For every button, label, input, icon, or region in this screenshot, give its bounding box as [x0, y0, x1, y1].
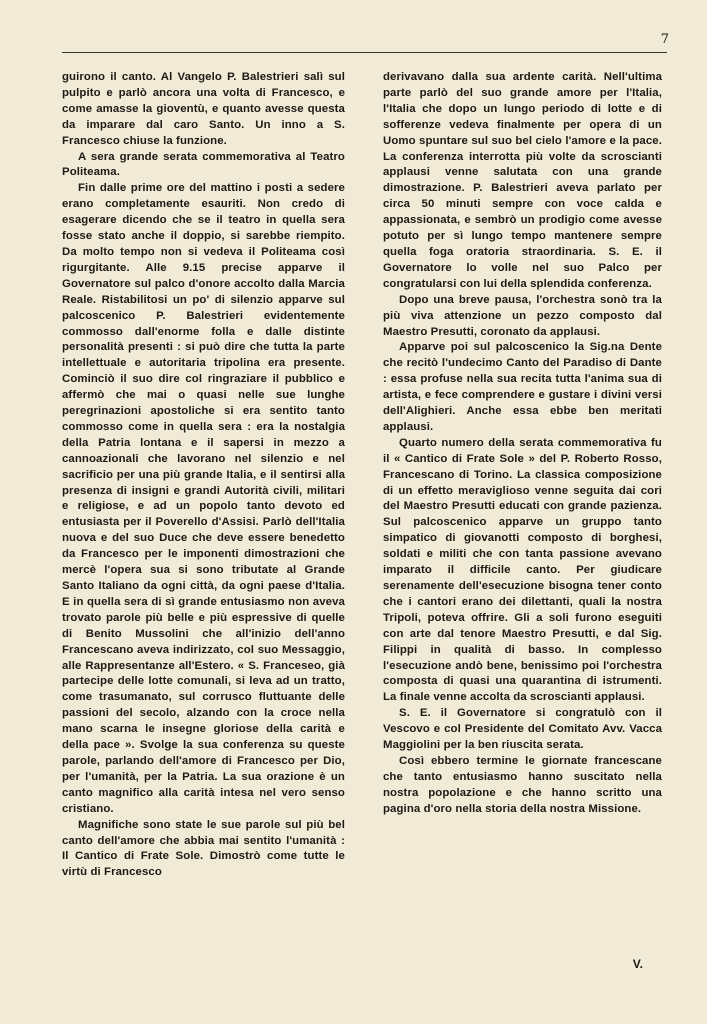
header-rule: [62, 52, 667, 53]
page-number: 7: [660, 32, 669, 47]
paragraph: guirono il canto. Al Vangelo P. Balestrieri salì sul pulpito e parlò ancora una volta di Francesco, e come amasse la gioventù, e quanto avesse questa da imparare dal caro Santo. Un inno a S. Francesco chiuse la funzione.: [62, 71, 345, 147]
paragraph: Magnifiche sono state le sue parole sul più bel canto dell'amore che abbia mai sentito l'umanità : Il Cantico di Frate Sole. Dimostrò come tutte le virtù di Francesco: [62, 818, 345, 879]
paragraph: Quarto numero della serata commemorativa fu il « Cantico di Frate Sole » del P. Roberto Rosso, Francescano di Torino. La classica composizione di un effetto meraviglioso venne seguita dai cori del Maestro Presutti educati con grande pazienza. Sul palcoscenico apparve un gruppo tanto simpatico di giovanotti composto di borghesi, soldati e militi che con tanta passione avevano imparato il difficile canto. Per giudicare serenamente dell'esecuzione bisogna tener conto che i cantori erano dei dilettanti, quali la nostra Tripoli, poteva offrire. Gli a soli furono eseguiti con arte dal tenore Maestro Presutti, e dal Sig. Filippi in qualità di basso. In complesso l'esecuzione andò bene, benissimo poi l'orchestra composta di quasi una quarantina di istrumenti. La finale venne accolta da scroscianti applausi.: [383, 436, 662, 704]
paragraph: derivavano dalla sua ardente carità. Nell'ultima parte parlò del suo grande amore per l'Italia, l'Italia che dopo un lungo periodo di lotte e di sofferenze vedeva finalmente per opera di un Uomo spuntare sul suo bel cielo l'amore e la pace. La conferenza interrotta più volte da scroscianti applausi venne salutata con una grande dimostrazione. P. Balestrieri aveva parlato per circa 50 minuti sempre con voce calda e appassionata, e sembrò un prodigio come avesse potuto per sì lungo tempo mantenere sempre quella foga oratoria straordinaria. S. E. il Governatore lo volle nel suo Palco per congratularsi con lui della splendida conferenza.: [383, 71, 662, 290]
paragraph: Così ebbero termine le giornate francescane che tanto entusiasmo hanno suscitato nella nostra popolazione e che hanno scritto una pagina d'oro nella storia della nostra Missione.: [383, 754, 662, 815]
author-signature: V.: [632, 957, 643, 971]
left-column: [62, 70, 345, 881]
paragraph: Apparve poi sul palcoscenico la Sig.na Dente che recitò l'undecimo Canto del Paradiso di Dante : essa profuse nella sua recita tutta l'anima sua di artista, e fece comprendere e gustare i divini versi dell'Alighieri. Anche essa ebbe ben meritati applausi.: [383, 341, 662, 433]
paragraph: Dopo una breve pausa, l'orchestra sonò tra la più viva attenzione un pezzo composto dal Maestro Presutti, coronato da applausi.: [383, 293, 662, 338]
right-column: [383, 70, 662, 818]
paragraph: Fin dalle prime ore del mattino i posti a sedere erano completamente esauriti. Non credo di esagerare dicendo che se il teatro in quella sera fosse stato anche il doppio, si sarebbe riempito. Da molto tempo non si vedeva il Politeama così rigurgitante. Alle 9.15 precise apparve il Governatore sul palco d'onore accolto dalla Marcia Reale. Ristabilitosi un po' di silenzio apparve sul palcoscenico P. Balestrieri evidentemente commosso dall'enorme folla e dalle distinte personalità presenti : si può dire che tutta la parte intellettuale e autoritaria tripolina era presente. Cominciò il suo dire col ringraziare il pubblico e affermò che mai o quasi nelle sue lunghe peregrinazioni apostoliche si era sentito tanto commosso come in quella sera : era la nostalgia della Patria lontana e il sapersi in mezzo a cannoazionali che lavorano nel silenzio e nel sacrificio per una più grande Italia, e il sentirsi alla presenza di insigni e grandi Autorità civili, militari e religiose, e ad un popolo tanto devoto ed entusiasta per il Poverello d'Assisi. Parlò dell'Italia nuova e del suo Duce che deve essere benedetto da Francesco per le imponenti dimostrazioni che mercè l'opera sua si sono tributate al Grande Santo Italiano da ogni città, da ogni paese d'Italia. E in quella sera di sì grande entusiasmo non aveva trovato parole più belle e più espressive di quelle di Benito Mussolini che all'inizio dell'anno Francescano aveva indirizzato, col suo Messaggio, alle Rappresentanze all'Estero. « S. Franceseo, già partecipe delle lotte comunali, si leva ad un tratto, come trasumanato, sul corrusco fluttuante delle passioni del secolo, alzando con la croce nella mano scarna le insegne gloriose della carità e della pace ». Svolge la sua conferenza su queste parole, parlando dell'amore di Francesco per Dio, per l'umanità, per la Patria. La sua orazione è un canto magnifico alla carità intesa nel vero senso cristiano.: [62, 182, 345, 815]
paragraph: S. E. il Governatore si congratulò con il Vescovo e col Presidente del Comitato Avv. Vacca Maggiolini per la ben riuscita serata.: [383, 707, 662, 752]
paragraph: A sera grande serata commemorativa al Teatro Politeama.: [62, 150, 345, 179]
